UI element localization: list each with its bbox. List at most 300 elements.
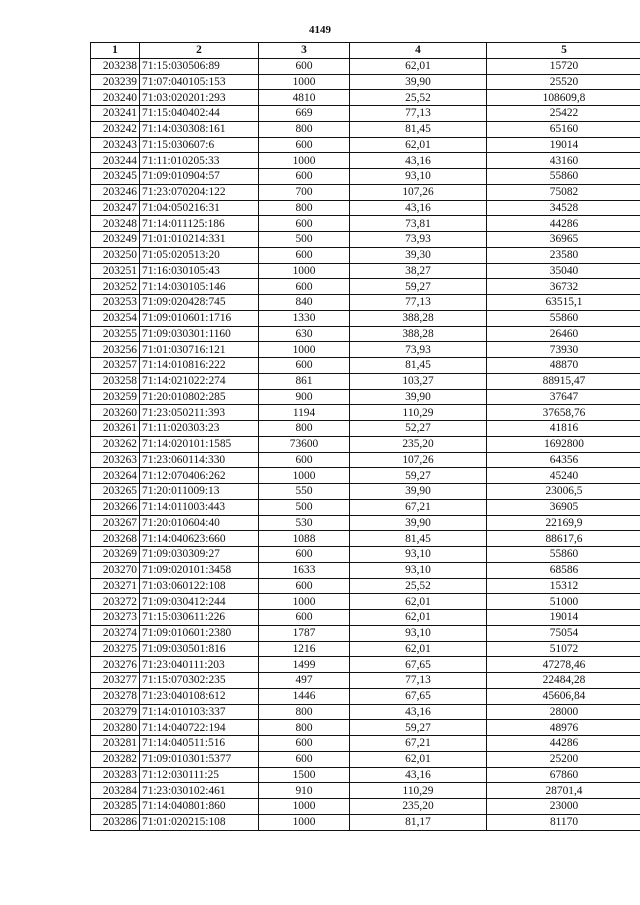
cadastral-number-cell: 71:14:021022:274	[140, 373, 259, 389]
column-header-3: 3	[259, 43, 350, 59]
row-number-cell: 203276	[91, 657, 140, 673]
area-cell: 1499	[259, 657, 350, 673]
rate-cell: 77,13	[350, 295, 487, 311]
area-cell: 600	[259, 137, 350, 153]
row-number-cell: 203242	[91, 121, 140, 137]
table-row	[91, 90, 640, 106]
row-number-cell: 203275	[91, 641, 140, 657]
row-number-cell: 203278	[91, 688, 140, 704]
area-cell: 500	[259, 232, 350, 248]
value-cell: 19014	[487, 137, 640, 153]
column-header-4: 4	[350, 43, 487, 59]
cadastral-number-cell: 71:14:030308:161	[140, 121, 259, 137]
table-row	[91, 547, 640, 563]
value-cell: 75082	[487, 184, 640, 200]
area-cell: 1000	[259, 468, 350, 484]
rate-cell: 93,10	[350, 547, 487, 563]
value-cell: 41816	[487, 421, 640, 437]
area-cell: 600	[259, 247, 350, 263]
cadastral-number-cell: 71:07:040105:153	[140, 74, 259, 90]
rate-cell: 62,01	[350, 137, 487, 153]
row-number-cell: 203269	[91, 547, 140, 563]
rate-cell: 81,45	[350, 121, 487, 137]
value-cell: 43160	[487, 153, 640, 169]
row-number-cell: 203238	[91, 58, 140, 74]
table-row	[91, 405, 640, 421]
cadastral-number-cell: 71:09:030309:27	[140, 547, 259, 563]
value-cell: 36905	[487, 499, 640, 515]
value-cell: 55860	[487, 310, 640, 326]
cadastral-number-cell: 71:01:010214:331	[140, 232, 259, 248]
rate-cell: 39,90	[350, 515, 487, 531]
area-cell: 73600	[259, 436, 350, 452]
row-number-cell: 203260	[91, 405, 140, 421]
cadastral-number-cell: 71:23:050211:393	[140, 405, 259, 421]
table-row	[91, 468, 640, 484]
cadastral-number-cell: 71:15:030607:6	[140, 137, 259, 153]
table-row	[91, 767, 640, 783]
rate-cell: 81,45	[350, 358, 487, 374]
table-row	[91, 720, 640, 736]
area-cell: 1000	[259, 594, 350, 610]
rate-cell: 388,28	[350, 310, 487, 326]
row-number-cell: 203277	[91, 673, 140, 689]
table-row	[91, 58, 640, 74]
row-number-cell: 203267	[91, 515, 140, 531]
table-row	[91, 531, 640, 547]
rate-cell: 25,52	[350, 578, 487, 594]
table-row	[91, 484, 640, 500]
area-cell: 1787	[259, 625, 350, 641]
cadastral-number-cell: 71:03:020201:293	[140, 90, 259, 106]
area-cell: 600	[259, 452, 350, 468]
cadastral-number-cell: 71:01:020215:108	[140, 814, 259, 830]
rate-cell: 52,27	[350, 421, 487, 437]
row-number-cell: 203257	[91, 358, 140, 374]
rate-cell: 235,20	[350, 799, 487, 815]
value-cell: 15312	[487, 578, 640, 594]
area-cell: 1000	[259, 74, 350, 90]
cadastral-number-cell: 71:14:010103:337	[140, 704, 259, 720]
table-row	[91, 421, 640, 437]
row-number-cell: 203245	[91, 169, 140, 185]
cadastral-number-cell: 71:14:040801:860	[140, 799, 259, 815]
cadastral-number-cell: 71:12:070406:262	[140, 468, 259, 484]
cadastral-number-cell: 71:09:010601:1716	[140, 310, 259, 326]
rate-cell: 62,01	[350, 610, 487, 626]
table-row	[91, 436, 640, 452]
table-row	[91, 216, 640, 232]
row-number-cell: 203285	[91, 799, 140, 815]
table-row	[91, 578, 640, 594]
table-row	[91, 326, 640, 342]
value-cell: 68586	[487, 562, 640, 578]
value-cell: 36732	[487, 279, 640, 295]
row-number-cell: 203258	[91, 373, 140, 389]
rate-cell: 81,17	[350, 814, 487, 830]
row-number-cell: 203248	[91, 216, 140, 232]
cadastral-number-cell: 71:23:030102:461	[140, 783, 259, 799]
row-number-cell: 203254	[91, 310, 140, 326]
row-number-cell: 203274	[91, 625, 140, 641]
row-number-cell: 203256	[91, 342, 140, 358]
table-row	[91, 358, 640, 374]
value-cell: 45606,84	[487, 688, 640, 704]
area-cell: 530	[259, 515, 350, 531]
row-number-cell: 203264	[91, 468, 140, 484]
cadastral-number-cell: 71:14:011003:443	[140, 499, 259, 515]
value-cell: 65160	[487, 121, 640, 137]
row-number-cell: 203261	[91, 421, 140, 437]
rate-cell: 77,13	[350, 106, 487, 122]
row-number-cell: 203246	[91, 184, 140, 200]
cadastral-number-cell: 71:15:040402:44	[140, 106, 259, 122]
cadastral-number-cell: 71:14:020101:1585	[140, 436, 259, 452]
value-cell: 48976	[487, 720, 640, 736]
row-number-cell: 203241	[91, 106, 140, 122]
rate-cell: 59,27	[350, 720, 487, 736]
table-row	[91, 169, 640, 185]
table-row	[91, 74, 640, 90]
area-cell: 800	[259, 121, 350, 137]
cadastral-number-cell: 71:16:030105:43	[140, 263, 259, 279]
value-cell: 37658,76	[487, 405, 640, 421]
data-table	[90, 42, 640, 831]
table-row	[91, 153, 640, 169]
row-number-cell: 203239	[91, 74, 140, 90]
area-cell: 1000	[259, 814, 350, 830]
table-row	[91, 200, 640, 216]
cadastral-number-cell: 71:05:020513:20	[140, 247, 259, 263]
area-cell: 1633	[259, 562, 350, 578]
table-row	[91, 641, 640, 657]
value-cell: 51000	[487, 594, 640, 610]
rate-cell: 43,16	[350, 153, 487, 169]
value-cell: 23006,5	[487, 484, 640, 500]
table-row	[91, 515, 640, 531]
cadastral-number-cell: 71:23:040111:203	[140, 657, 259, 673]
row-number-cell: 203281	[91, 736, 140, 752]
value-cell: 55860	[487, 547, 640, 563]
cadastral-number-cell: 71:09:030501:816	[140, 641, 259, 657]
table-row	[91, 610, 640, 626]
header-row	[91, 43, 640, 59]
row-number-cell: 203249	[91, 232, 140, 248]
area-cell: 1216	[259, 641, 350, 657]
value-cell: 28000	[487, 704, 640, 720]
area-cell: 1446	[259, 688, 350, 704]
table-row	[91, 310, 640, 326]
rate-cell: 93,10	[350, 625, 487, 641]
rate-cell: 39,30	[350, 247, 487, 263]
cadastral-number-cell: 71:03:060122:108	[140, 578, 259, 594]
area-cell: 500	[259, 499, 350, 515]
rate-cell: 73,81	[350, 216, 487, 232]
area-cell: 600	[259, 751, 350, 767]
value-cell: 81170	[487, 814, 640, 830]
cadastral-number-cell: 71:09:010601:2380	[140, 625, 259, 641]
value-cell: 75054	[487, 625, 640, 641]
table-row	[91, 704, 640, 720]
row-number-cell: 203271	[91, 578, 140, 594]
page-number: 4149	[309, 24, 331, 36]
row-number-cell: 203268	[91, 531, 140, 547]
row-number-cell: 203283	[91, 767, 140, 783]
area-cell: 861	[259, 373, 350, 389]
rate-cell: 43,16	[350, 704, 487, 720]
table-row	[91, 247, 640, 263]
rate-cell: 25,52	[350, 90, 487, 106]
value-cell: 44286	[487, 736, 640, 752]
row-number-cell: 203265	[91, 484, 140, 500]
row-number-cell: 203266	[91, 499, 140, 515]
value-cell: 67860	[487, 767, 640, 783]
value-cell: 22484,28	[487, 673, 640, 689]
table-row	[91, 814, 640, 830]
cadastral-number-cell: 71:09:020101:3458	[140, 562, 259, 578]
value-cell: 63515,1	[487, 295, 640, 311]
rate-cell: 62,01	[350, 641, 487, 657]
value-cell: 34528	[487, 200, 640, 216]
table-header	[91, 43, 640, 59]
table-row	[91, 373, 640, 389]
rate-cell: 67,65	[350, 688, 487, 704]
rate-cell: 62,01	[350, 58, 487, 74]
rate-cell: 39,90	[350, 74, 487, 90]
rate-cell: 235,20	[350, 436, 487, 452]
row-number-cell: 203259	[91, 389, 140, 405]
cadastral-number-cell: 71:04:050216:31	[140, 200, 259, 216]
area-cell: 700	[259, 184, 350, 200]
table-row	[91, 263, 640, 279]
table-row	[91, 594, 640, 610]
area-cell: 800	[259, 421, 350, 437]
row-number-cell: 203255	[91, 326, 140, 342]
value-cell: 25520	[487, 74, 640, 90]
cadastral-number-cell: 71:11:010205:33	[140, 153, 259, 169]
cadastral-number-cell: 71:14:040623:660	[140, 531, 259, 547]
rate-cell: 59,27	[350, 279, 487, 295]
cadastral-number-cell: 71:14:040511:516	[140, 736, 259, 752]
table-row	[91, 799, 640, 815]
rate-cell: 77,13	[350, 673, 487, 689]
row-number-cell: 203253	[91, 295, 140, 311]
area-cell: 1000	[259, 342, 350, 358]
cadastral-number-cell: 71:01:030716:121	[140, 342, 259, 358]
cadastral-number-cell: 71:14:040722:194	[140, 720, 259, 736]
rate-cell: 38,27	[350, 263, 487, 279]
area-cell: 840	[259, 295, 350, 311]
row-number-cell: 203240	[91, 90, 140, 106]
cadastral-number-cell: 71:14:030105:146	[140, 279, 259, 295]
area-cell: 600	[259, 736, 350, 752]
area-cell: 910	[259, 783, 350, 799]
value-cell: 37647	[487, 389, 640, 405]
cadastral-number-cell: 71:23:060114:330	[140, 452, 259, 468]
table-row	[91, 499, 640, 515]
rate-cell: 110,29	[350, 783, 487, 799]
rate-cell: 62,01	[350, 751, 487, 767]
value-cell: 73930	[487, 342, 640, 358]
row-number-cell: 203272	[91, 594, 140, 610]
cadastral-number-cell: 71:09:010904:57	[140, 169, 259, 185]
area-cell: 600	[259, 279, 350, 295]
area-cell: 600	[259, 216, 350, 232]
cadastral-number-cell: 71:23:070204:122	[140, 184, 259, 200]
cadastral-number-cell: 71:20:011009:13	[140, 484, 259, 500]
rate-cell: 73,93	[350, 232, 487, 248]
rate-cell: 107,26	[350, 184, 487, 200]
table-row	[91, 137, 640, 153]
cadastral-number-cell: 71:20:010604:40	[140, 515, 259, 531]
table-row	[91, 184, 640, 200]
value-cell: 22169,9	[487, 515, 640, 531]
row-number-cell: 203247	[91, 200, 140, 216]
rate-cell: 67,21	[350, 736, 487, 752]
value-cell: 25200	[487, 751, 640, 767]
value-cell: 35040	[487, 263, 640, 279]
row-number-cell: 203284	[91, 783, 140, 799]
row-number-cell: 203243	[91, 137, 140, 153]
area-cell: 1330	[259, 310, 350, 326]
cadastral-number-cell: 71:09:020428:745	[140, 295, 259, 311]
cadastral-number-cell: 71:09:030301:1160	[140, 326, 259, 342]
area-cell: 1000	[259, 263, 350, 279]
cadastral-number-cell: 71:14:011125:186	[140, 216, 259, 232]
area-cell: 1000	[259, 799, 350, 815]
row-number-cell: 203251	[91, 263, 140, 279]
rate-cell: 59,27	[350, 468, 487, 484]
value-cell: 88915,47	[487, 373, 640, 389]
cadastral-number-cell: 71:12:030111:25	[140, 767, 259, 783]
rate-cell: 93,10	[350, 562, 487, 578]
row-number-cell: 203244	[91, 153, 140, 169]
area-cell: 1088	[259, 531, 350, 547]
row-number-cell: 203279	[91, 704, 140, 720]
cadastral-number-cell: 71:14:010816:222	[140, 358, 259, 374]
area-cell: 669	[259, 106, 350, 122]
rate-cell: 39,90	[350, 484, 487, 500]
row-number-cell: 203263	[91, 452, 140, 468]
rate-cell: 93,10	[350, 169, 487, 185]
row-number-cell: 203273	[91, 610, 140, 626]
table-row	[91, 736, 640, 752]
rate-cell: 62,01	[350, 594, 487, 610]
area-cell: 4810	[259, 90, 350, 106]
table-body	[91, 58, 640, 830]
area-cell: 600	[259, 58, 350, 74]
table-row	[91, 279, 640, 295]
table-row	[91, 783, 640, 799]
row-number-cell: 203282	[91, 751, 140, 767]
table-row	[91, 751, 640, 767]
area-cell: 900	[259, 389, 350, 405]
area-cell: 1500	[259, 767, 350, 783]
value-cell: 19014	[487, 610, 640, 626]
rate-cell: 103,27	[350, 373, 487, 389]
table-row	[91, 673, 640, 689]
value-cell: 45240	[487, 468, 640, 484]
rate-cell: 73,93	[350, 342, 487, 358]
value-cell: 26460	[487, 326, 640, 342]
table-row	[91, 657, 640, 673]
cadastral-number-cell: 71:09:010301:5377	[140, 751, 259, 767]
area-cell: 1000	[259, 153, 350, 169]
rate-cell: 388,28	[350, 326, 487, 342]
area-cell: 600	[259, 610, 350, 626]
table-row	[91, 342, 640, 358]
cadastral-number-cell: 71:23:040108:612	[140, 688, 259, 704]
value-cell: 55860	[487, 169, 640, 185]
table-row	[91, 121, 640, 137]
value-cell: 88617,6	[487, 531, 640, 547]
rate-cell: 43,16	[350, 767, 487, 783]
row-number-cell: 203286	[91, 814, 140, 830]
value-cell: 25422	[487, 106, 640, 122]
cadastral-number-cell: 71:15:070302:235	[140, 673, 259, 689]
area-cell: 630	[259, 326, 350, 342]
column-header-1: 1	[91, 43, 140, 59]
cadastral-number-cell: 71:15:030611:226	[140, 610, 259, 626]
value-cell: 36965	[487, 232, 640, 248]
cadastral-number-cell: 71:09:030412:244	[140, 594, 259, 610]
area-cell: 497	[259, 673, 350, 689]
rate-cell: 81,45	[350, 531, 487, 547]
row-number-cell: 203250	[91, 247, 140, 263]
table-row	[91, 106, 640, 122]
column-header-2: 2	[140, 43, 259, 59]
table-row	[91, 232, 640, 248]
column-header-5: 5	[487, 43, 640, 59]
value-cell: 48870	[487, 358, 640, 374]
area-cell: 800	[259, 200, 350, 216]
rate-cell: 107,26	[350, 452, 487, 468]
value-cell: 28701,4	[487, 783, 640, 799]
area-cell: 800	[259, 704, 350, 720]
area-cell: 550	[259, 484, 350, 500]
area-cell: 600	[259, 578, 350, 594]
value-cell: 1692800	[487, 436, 640, 452]
cadastral-number-cell: 71:20:010802:285	[140, 389, 259, 405]
row-number-cell: 203280	[91, 720, 140, 736]
area-cell: 800	[259, 720, 350, 736]
table-row	[91, 625, 640, 641]
table-row	[91, 295, 640, 311]
rate-cell: 110,29	[350, 405, 487, 421]
value-cell: 23580	[487, 247, 640, 263]
value-cell: 51072	[487, 641, 640, 657]
value-cell: 15720	[487, 58, 640, 74]
table-row	[91, 562, 640, 578]
area-cell: 600	[259, 358, 350, 374]
cadastral-number-cell: 71:15:030506:89	[140, 58, 259, 74]
area-cell: 600	[259, 547, 350, 563]
table-row	[91, 389, 640, 405]
cadastral-number-cell: 71:11:020303:23	[140, 421, 259, 437]
row-number-cell: 203252	[91, 279, 140, 295]
rate-cell: 43,16	[350, 200, 487, 216]
value-cell: 47278,46	[487, 657, 640, 673]
value-cell: 108609,8	[487, 90, 640, 106]
rate-cell: 67,65	[350, 657, 487, 673]
area-cell: 1194	[259, 405, 350, 421]
rate-cell: 67,21	[350, 499, 487, 515]
rate-cell: 39,90	[350, 389, 487, 405]
area-cell: 600	[259, 169, 350, 185]
row-number-cell: 203270	[91, 562, 140, 578]
value-cell: 64356	[487, 452, 640, 468]
value-cell: 23000	[487, 799, 640, 815]
